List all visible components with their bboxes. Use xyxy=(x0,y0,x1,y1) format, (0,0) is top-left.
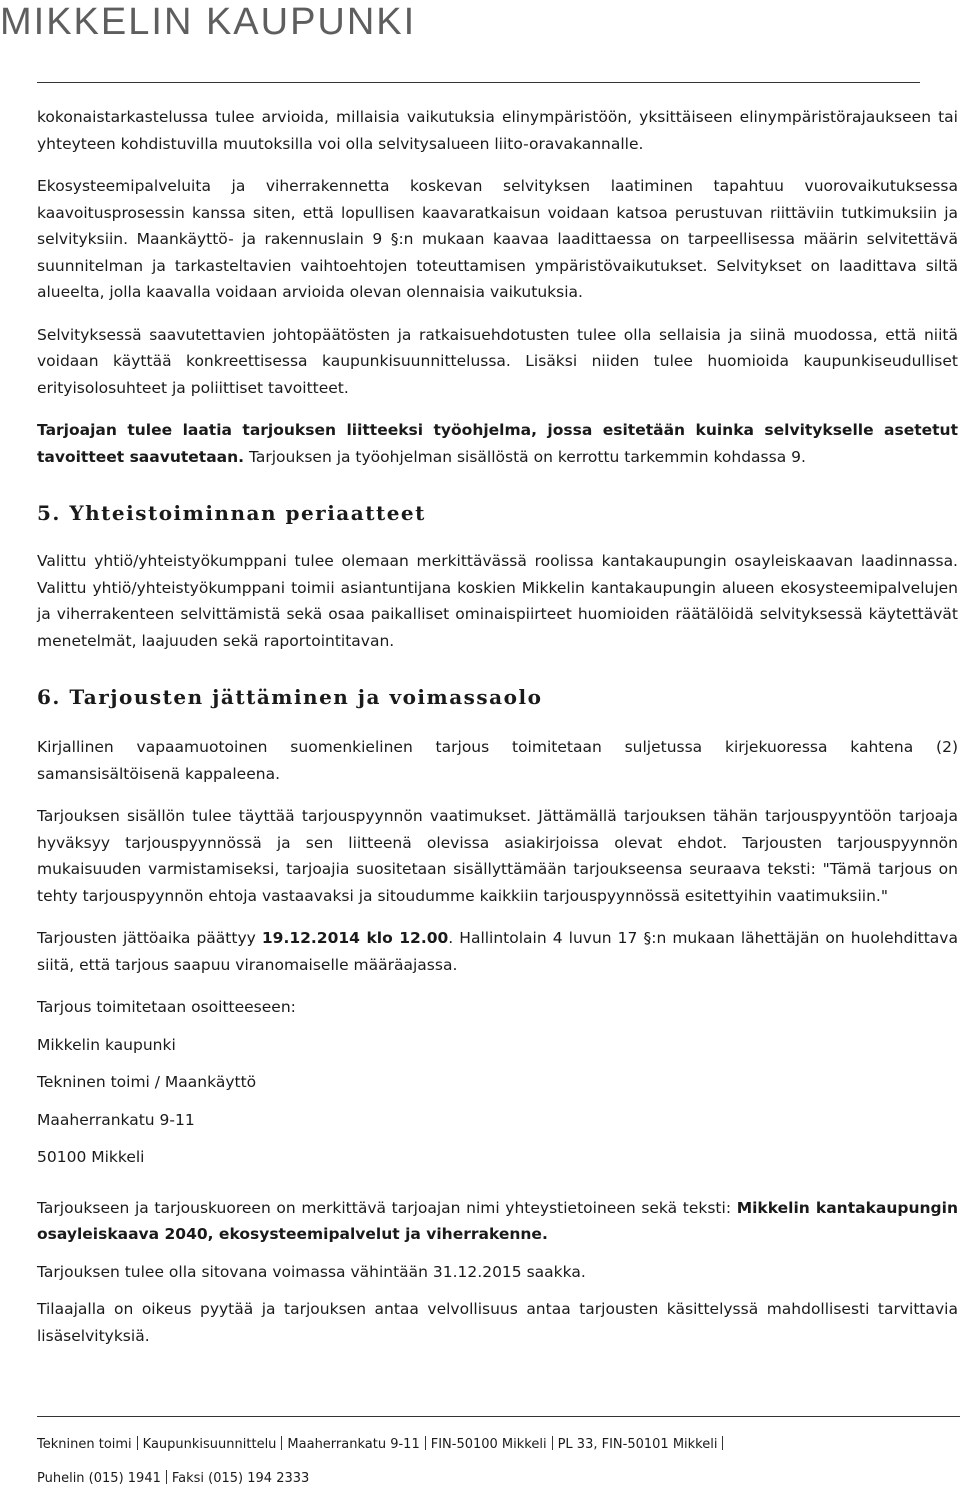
address-intro: Tarjous toimitetaan osoitteeseen: xyxy=(37,998,296,1016)
footer-divider xyxy=(37,1416,960,1417)
section-6-heading: 6. Tarjousten jättäminen ja voimassaolo xyxy=(37,685,543,709)
footer-separator xyxy=(425,1436,426,1450)
footer-item: FIN-50100 Mikkeli xyxy=(430,1437,547,1452)
footer-separator xyxy=(722,1436,723,1450)
section-6-paragraph-3 xyxy=(37,925,958,978)
footer-item: Maaherrankatu 9-11 xyxy=(287,1437,420,1452)
section-6-paragraph-4 xyxy=(37,1195,958,1248)
footer-phone: Puhelin (015) 1941 xyxy=(37,1471,161,1486)
intro-paragraph-4-rest: Tarjouksen ja työohjelman sisällöstä on kerrottu tarkemmin kohdassa 9. xyxy=(244,447,806,466)
intro-paragraph-1: kokonaistarkastelussa tulee arvioida, millaisia vaikutuksia elinympäristöön, yksittäiseen elinympäristörajaukseen tai yhteyteen kohdistuvilla muutoksilla voi olla selvitysalueen liito-oravakannalle. xyxy=(37,108,958,153)
intro-paragraph-2 xyxy=(37,173,958,306)
deadline-text-a: Tarjousten jättöaika päättyy xyxy=(37,929,262,947)
footer-row-contact xyxy=(37,1470,958,1488)
address-line: Tekninen toimi / Maankäyttö xyxy=(37,1073,257,1091)
deadline-text-c: :n mukaan lähettäjän on huolehdittava siitä, että tarjous saapuu viranomaiselle määräajassa. xyxy=(37,929,958,974)
address-line: Mikkelin kaupunki xyxy=(37,1035,176,1054)
section-6-paragraph-5: Tarjouksen tulee olla sitovana voimassa vähintään 31.12.2015 saakka. xyxy=(37,1262,586,1281)
section-sign: § xyxy=(643,929,652,947)
footer-fax: Faksi (015) 194 2333 xyxy=(171,1471,310,1486)
footer-separator xyxy=(166,1470,167,1484)
footer-separator xyxy=(281,1436,282,1450)
section-6-paragraph-1: Kirjallinen vapaamuotoinen suomenkielinen tarjous toimitetaan suljetussa kirjekuoressa kahtena (2) samansisältöisenä kappaleena. xyxy=(37,738,958,783)
footer-item: Tekninen toimi xyxy=(37,1437,132,1452)
address-line: 50100 Mikkeli xyxy=(37,1148,145,1166)
header-divider xyxy=(37,82,920,83)
intro-paragraph-2-part-b: :n mukaan kaavaa laadittaessa on tarpeellisessa määrin selvitettävä suunnitelman ja tarkasteltavien vaihtoehtojen toteuttamisen ympäristövaikutukset. Selvitykset on laadittava siltä alueelta, jolla kaavalla voidaan arvioida olevan olennaisia vaikutuksia. xyxy=(37,230,958,301)
intro-paragraph-4 xyxy=(37,417,958,470)
section-6-paragraph-6: Tilaajalla on oikeus pyytää ja tarjouksen antaa velvollisuus antaa tarjousten käsittelyssä mahdollisesti tarvittavia lisäselvityksiä. xyxy=(37,1300,958,1345)
page-footer xyxy=(37,1436,958,1488)
deadline-text-b: . Hallintolain 4 luvun 17 xyxy=(448,929,638,947)
work-plan-requirement: Tarjoajan tulee laatia tarjouksen liitteeksi työohjelma, jossa esitetään kuinka selvitykselle asetetut tavoitteet saavutetaan. xyxy=(37,421,958,466)
address-line: Maaherrankatu 9-11 xyxy=(37,1110,195,1129)
footer-item: PL 33, FIN-50101 Mikkeli xyxy=(557,1437,718,1452)
envelope-marking-title: Mikkelin kantakaupungin osayleiskaava 2040, ekosysteemipalvelut ja viherrakenne. xyxy=(37,1198,958,1243)
section-5-paragraph: Valittu yhtiö/yhteistyökumppani tulee olemaan merkittävässä roolissa kantakaupungin osayleiskaavan laadinnassa. Valittu yhtiö/yhteistyökumppani toimii asiantuntijana koskien Mikkelin kantakaupungin alueen ekosysteemipalvelujen ja viherrakenteen selvittämistä sekä osaa paikalliset ominaispiirteet huomioiden räätälöidä selvityksessä käytettävät menetelmät, laajuuden sekä raportointitavan. xyxy=(37,552,958,650)
section-5-heading: 5. Yhteistoiminnan periaatteet xyxy=(37,501,426,525)
footer-row-address xyxy=(37,1436,958,1454)
footer-separator xyxy=(137,1436,138,1450)
footer-item: Kaupunkisuunnittelu xyxy=(142,1437,277,1452)
deadline-date: 19.12.2014 klo 12.00 xyxy=(261,929,449,947)
intro-paragraph-3: Selvityksessä saavutettavien johtopäätösten ja ratkaisuehdotusten tulee olla sellaisia ja siinä muodossa, että niitä voidaan käyttää konkreettisessa kaupunkisuunnittelussa. Lisäksi niiden tulee huomioida kaupunkiseudulliset erityisolosuhteet ja poliittiset tavoitteet. xyxy=(37,325,958,397)
section-6-paragraph-2: Tarjouksen sisällön tulee täyttää tarjouspyynnön vaatimukset. Jättämällä tarjouksen tähän tarjouspyyntöön tarjoaja hyväksyy tarjouspyynnössä ja sen liitteenä olevissa asiakirjoissa olevat ehdot. Tarjousten tarjouspyynnön mukaisuuden varmistamiseksi, tarjoajia suositetaan sisällyttämään tarjoukseensa seuraava teksti: "Tämä tarjous on tehty tarjouspyynnön ehtoja vastaavaksi ja sitoudumme kaikkiin tarjouspyynnössä esitettyihin vaatimuksiin." xyxy=(37,807,958,905)
envelope-marking-text: Tarjoukseen ja tarjouskuoreen on merkittävä tarjoajan nimi yhteystietoineen sekä teksti: xyxy=(37,1198,737,1217)
section-sign: § xyxy=(390,230,399,248)
city-logo: MIKKELIN KAUPUNKI xyxy=(0,1,417,43)
document-body xyxy=(37,104,958,1357)
footer-separator xyxy=(552,1436,553,1450)
intro-paragraph-2-part-a: Ekosysteemipalveluita ja viherrakennetta koskevan selvityksen laatiminen tapahtuu vuorovaikutuksessa kaavoitusprosessin kanssa siten, että lopullisen kaavaratkaisun voidaan katsoa perustuvan riittäviin tutkimuksiin ja selvityksiin. Maankäyttö- ja rakennuslain 9 xyxy=(37,177,958,248)
